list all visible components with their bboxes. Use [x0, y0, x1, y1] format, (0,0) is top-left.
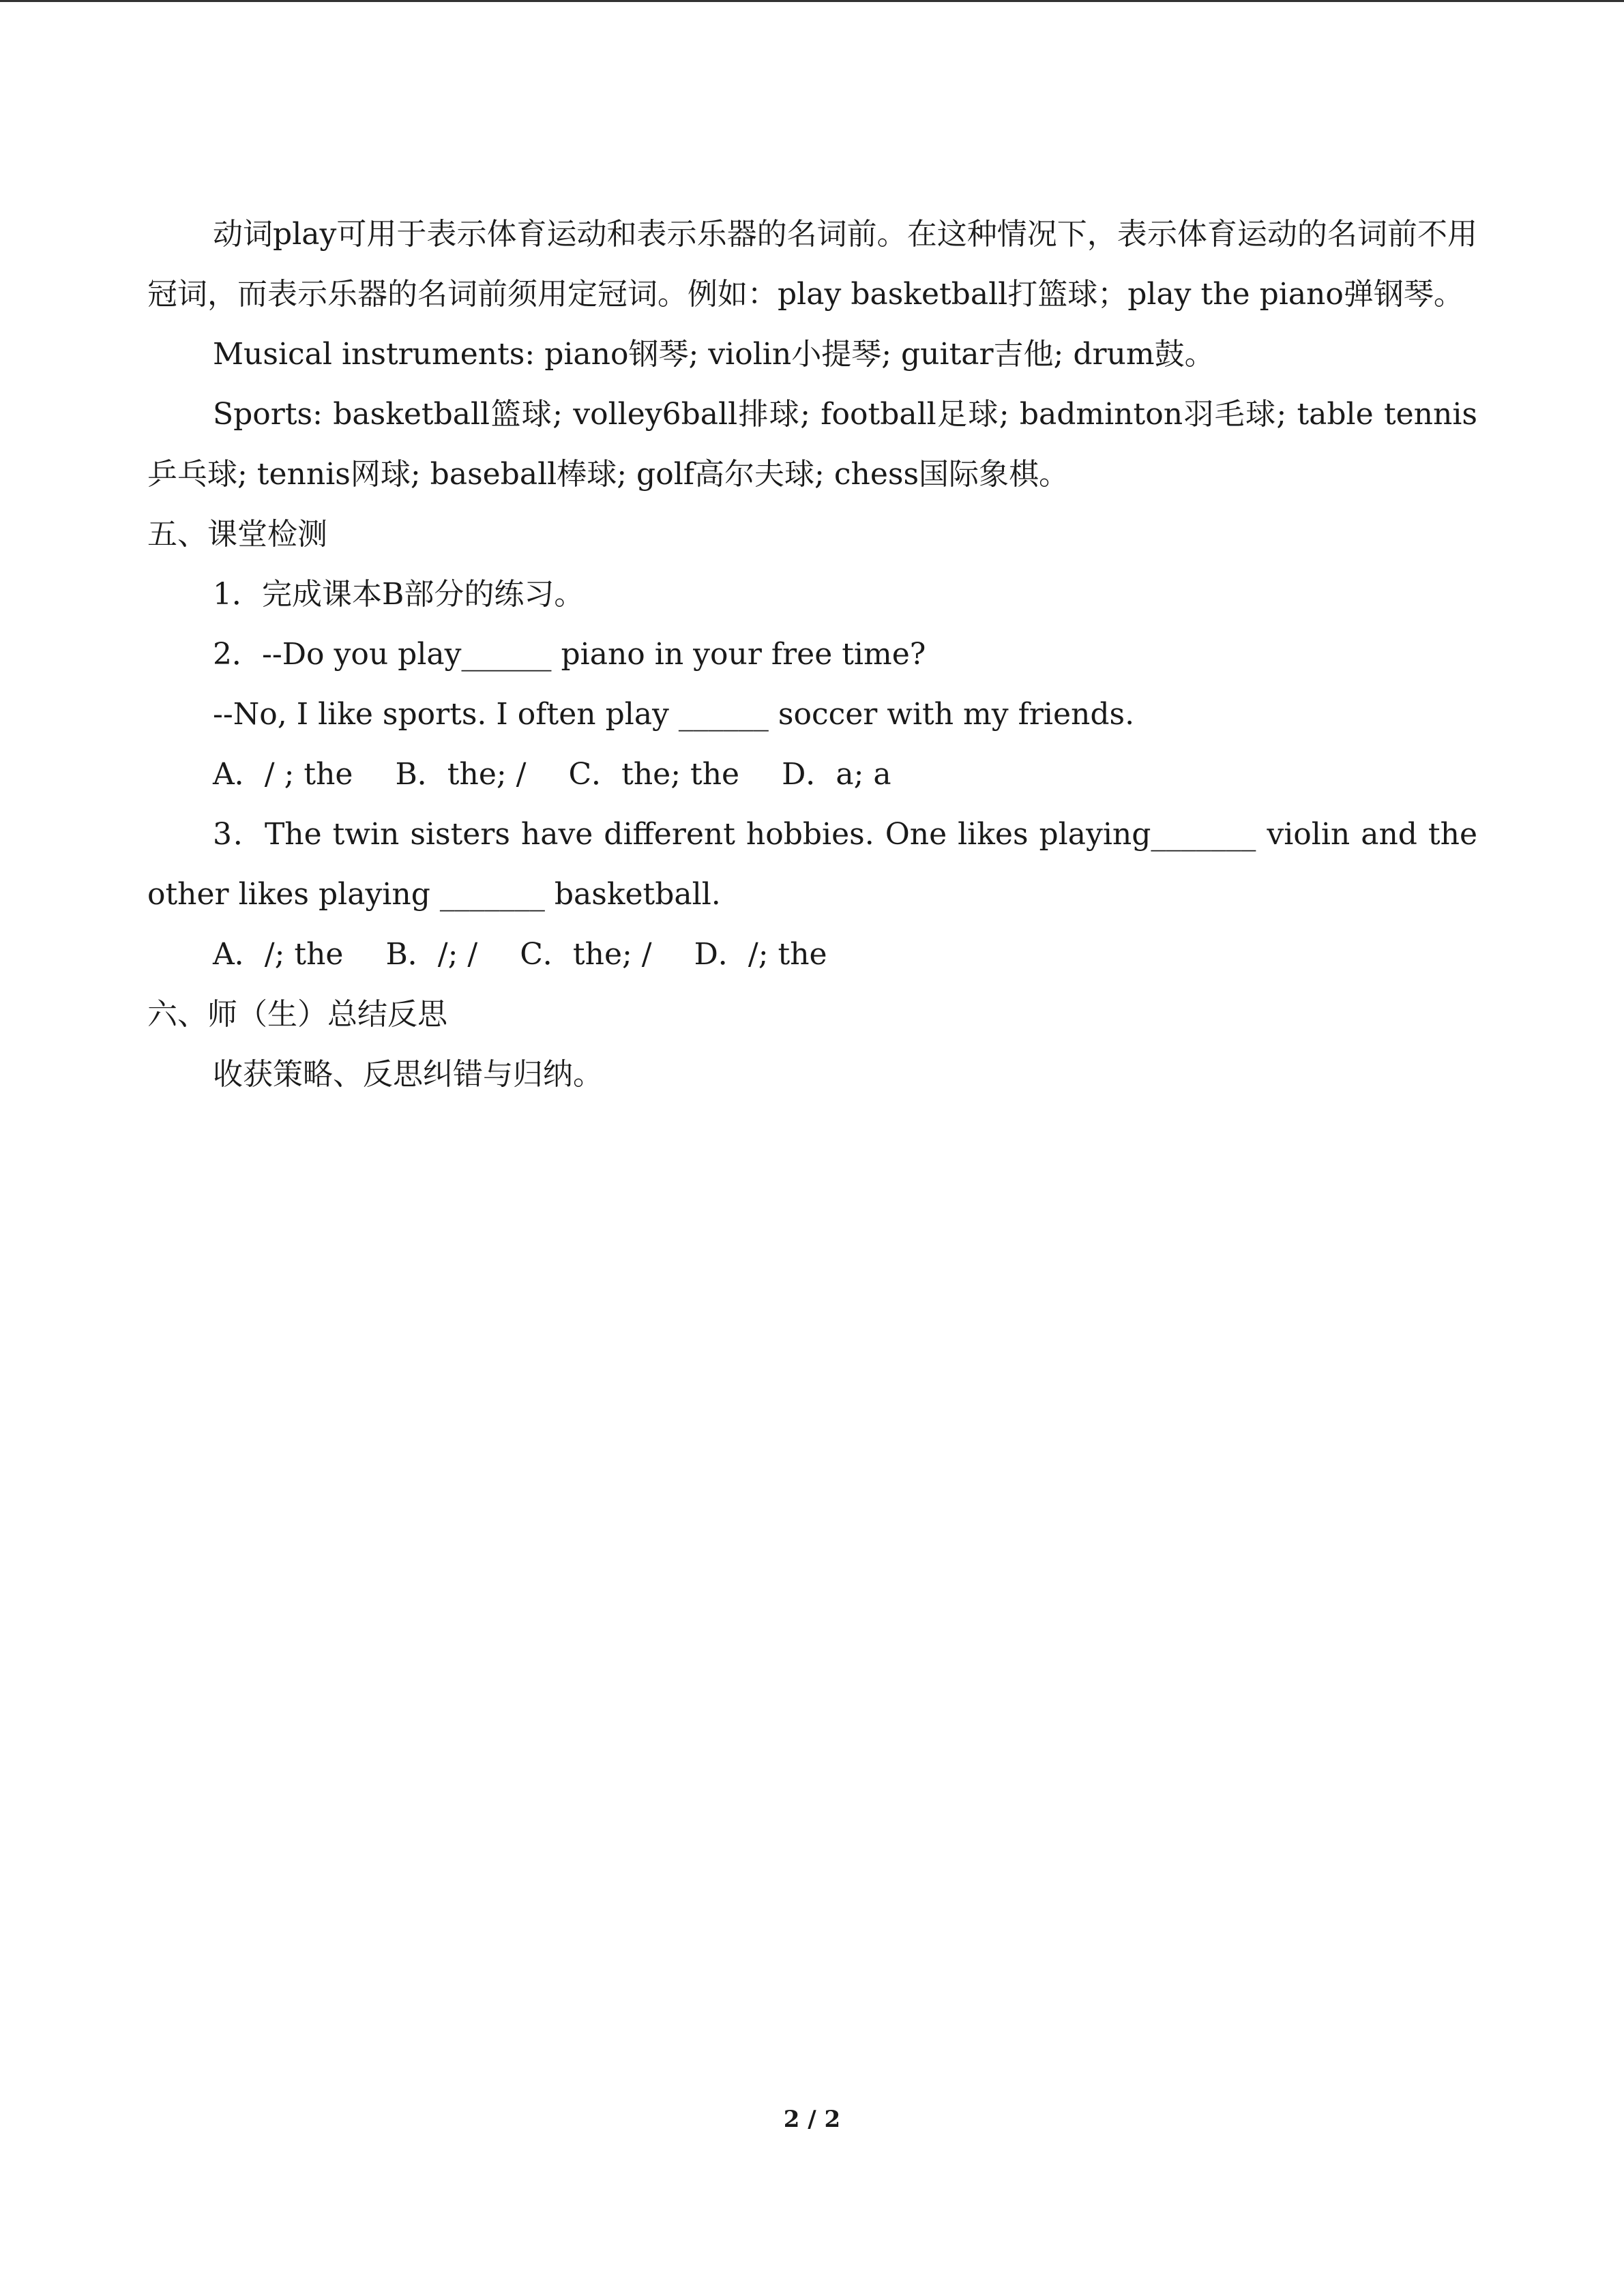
option-b: B．/; /: [385, 937, 478, 972]
document-body: [147, 205, 1477, 1105]
section-heading-summary-reflection: 六、师（生）总结反思: [147, 997, 447, 1032]
musical-instruments-line: Musical instruments: piano钢琴; violin小提琴; guitar吉他; drum鼓。: [213, 337, 1215, 372]
option-c: C．the; /: [520, 937, 652, 972]
exercise-item-3-options: [147, 925, 1477, 985]
summary-reflection-body: 收获策略、反思纠错与归纳。: [213, 1057, 603, 1092]
exercise-item-3-question: 3．The twin sisters have different hobbies. One likes playing_______ violin and the other likes playing _______ basketball.: [147, 817, 1477, 912]
option-b: B．the; /: [395, 757, 527, 792]
exercise-item-2-question: 2．--Do you play______ piano in your free time?: [213, 637, 926, 672]
exercise-item-2-options: [147, 745, 1477, 805]
option-d: D．a; a: [782, 757, 891, 792]
option-a: A．/; the: [213, 937, 344, 972]
page-number: 2 / 2: [783, 2106, 841, 2133]
option-d: D．/; the: [694, 937, 827, 972]
option-c: C．the; the: [568, 757, 740, 792]
top-border-line: [0, 0, 1624, 2]
intro-paragraph: 动词play可用于表示体育运动和表示乐器的名词前。在这种情况下，表示体育运动的名词前不用冠词，而表示乐器的名词前须用定冠词。例如：play basketball打篮球；play the piano弹钢琴。: [147, 217, 1477, 312]
exercise-item-2-answer-line: --No, I like sports. I often play ______ soccer with my friends.: [213, 697, 1135, 732]
exercise-item-1: 1．完成课本B部分的练习。: [213, 577, 585, 612]
sports-paragraph: Sports: basketball篮球; volley6ball排球; football足球; badminton羽毛球; table tennis乒乓球; tennis网球; baseball棒球; golf高尔夫球; chess国际象棋。: [147, 397, 1477, 492]
section-heading-classroom-test: 五、课堂检测: [147, 517, 327, 552]
option-a: A．/ ; the: [213, 757, 353, 792]
